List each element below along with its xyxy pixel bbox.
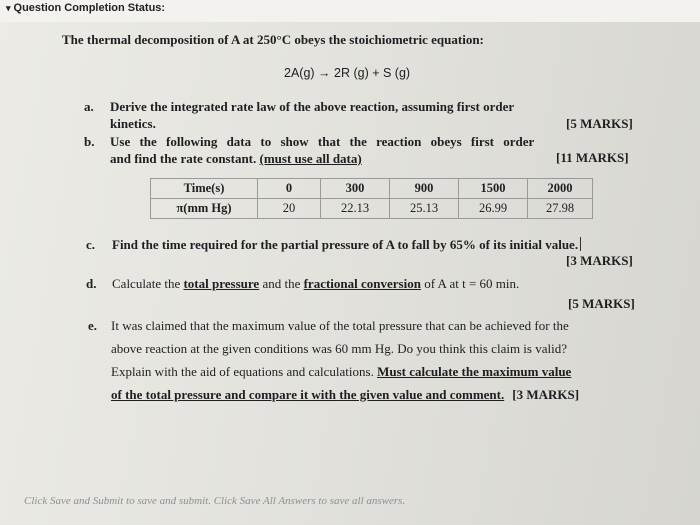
pressure-cell: 22.13: [321, 199, 390, 219]
chevron-down-icon[interactable]: ▾: [6, 3, 11, 13]
part-c-letter: c.: [86, 237, 96, 252]
part-e-line1: It was claimed that the maximum value of the total pressure that can be achieved for the: [111, 318, 569, 333]
time-cell: 0: [258, 179, 321, 199]
stoichiometric-equation: 2A(g) → 2R (g) + S (g): [284, 66, 411, 80]
pressure-cell: 25.13: [390, 199, 459, 219]
part-b-text: [110, 133, 630, 167]
table-row: [151, 179, 593, 199]
pressure-cell: 26.99: [459, 199, 528, 219]
part-b-must-use-all-data: (must use all data): [259, 151, 362, 166]
table-row: [151, 199, 593, 219]
part-b-line2: and find the rate constant.: [110, 151, 260, 166]
time-cell: 300: [321, 179, 390, 199]
part-e-marks: [3 MARKS]: [512, 387, 580, 402]
part-a-line2: kinetics.: [110, 116, 156, 131]
time-cell: 1500: [459, 179, 528, 199]
part-e-line2: above reaction at the given conditions was 60 mm Hg. Do you think this claim is valid?: [111, 341, 567, 356]
completion-status[interactable]: [6, 2, 165, 14]
part-b: [84, 133, 634, 169]
part-d-fractional-conversion: fractional conversion: [303, 276, 421, 291]
part-d-letter: d.: [86, 276, 97, 291]
part-d-text-mid: and the: [259, 276, 304, 291]
part-c-text: Find the time required for the partial pressure of A to fall by 65% of its initial value.: [112, 237, 579, 252]
part-d-marks: [5 MARKS]: [568, 296, 635, 311]
part-a-line1: Derive the integrated rate law of the above reaction, assuming first order: [110, 99, 515, 114]
part-a-letter: a.: [84, 99, 94, 114]
part-b-marks: [11 MARKS]: [556, 150, 629, 165]
part-e-compare-instruction: of the total pressure and compare it with the given value and comment.: [111, 387, 505, 402]
pressure-cell: 27.98: [528, 199, 593, 219]
time-cell: 900: [390, 179, 459, 199]
time-header: Time(s): [151, 179, 258, 199]
part-b-line1: Use the following data to show that the reaction obeys first order: [110, 134, 535, 149]
part-e-letter: e.: [88, 318, 98, 333]
part-b-letter: b.: [84, 134, 95, 149]
status-bar: [0, 0, 700, 22]
part-c-marks: [3 MARKS]: [566, 253, 633, 268]
pressure-header: π(mm Hg): [151, 199, 258, 219]
part-a: [84, 98, 634, 134]
part-a-text: [110, 98, 630, 132]
part-a-marks: [5 MARKS]: [566, 116, 633, 131]
data-table: [150, 178, 593, 219]
part-d-total-pressure: total pressure: [183, 276, 260, 291]
question-title: The thermal decomposition of A at 250°C obeys the stoichiometric equation:: [62, 32, 484, 47]
pressure-cell: 20: [258, 199, 321, 219]
time-cell: 2000: [528, 179, 593, 199]
text-cursor: [580, 237, 581, 251]
footer-instructions: Click Save and Submit to save and submit. Click Save All Answers to save all answers.: [24, 495, 406, 507]
status-label: Question Completion Status:: [13, 2, 166, 14]
part-d-text-post: of A at t = 60 min.: [420, 276, 520, 291]
part-d-text-pre: Calculate the: [112, 276, 184, 291]
part-d: [86, 275, 666, 293]
part-c: [86, 236, 646, 254]
part-e-line3: Explain with the aid of equations and calculations.: [111, 364, 378, 379]
part-e: [88, 314, 648, 424]
part-e-must-calculate: Must calculate the maximum value: [377, 364, 572, 379]
